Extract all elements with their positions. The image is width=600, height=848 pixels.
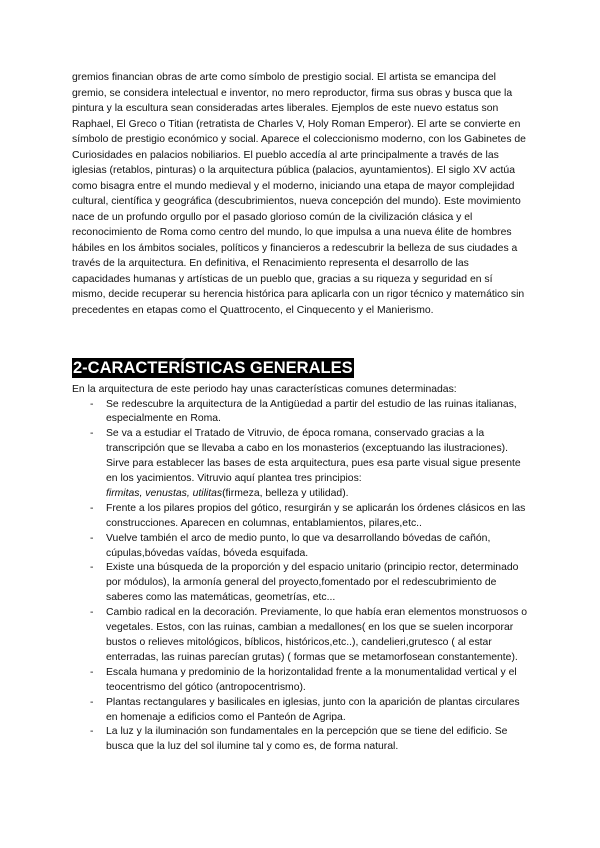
list-item-text: Existe una búsqueda de la proporción y del espacio unitario (principio rector, determinado por módulos), la armonía general del proyecto,fomentado por el redescubrimiento de saberes como las matemáticas, geometrías, etc... [106,562,519,604]
vitruvius-principles-translation: (firmeza, belleza y utilidad). [222,487,349,499]
dash-marker: - [90,696,94,708]
list-item [72,427,528,502]
dash-marker: - [90,398,94,410]
list-item [72,725,528,755]
list-item-text: Escala humana y predominio de la horizontalidad frente a la monumentalidad vertical y el teocentrismo del gótico (antropocentrismo). [106,666,517,693]
dash-marker: - [90,607,94,619]
list-item [72,606,528,666]
dash-marker: - [90,428,94,440]
section-lead: En la arquitectura de este periodo hay unas características comunes determinadas: [72,384,457,395]
characteristics-list [72,398,528,756]
list-item-text: Se redescubre la arquitectura de la Antigüedad a partir del estudio de las ruinas italianas, especialmente en Roma. [106,398,517,425]
list-item-text: La luz y la iluminación son fundamentales en la percepción que se tiene del edificio. Se busca que la luz del sol ilumine tal y como es, de forma natural. [106,726,508,753]
dash-marker: - [90,562,94,574]
list-item-text: Se va a estudiar el Tratado de Vitruvio, de época romana, conservado gracias a la transcripción que se llevaba a cabo en los monasterios (exceptuando las ilustraciones). Sirve para establecer las bases de esta arquitectura, pues esa parte visual sigue presente en los yacimientos. Vitruvio aquí plantea tres principios: [106,428,521,485]
vitruvius-principles: firmitas, venustas, utilitas [106,487,223,499]
list-item [72,502,528,532]
list-item-text: Cambio radical en la decoración. Previamente, lo que había eran elementos monstruosos o vegetales. Estos, con las ruinas, cambian a medallones( en los que se suelen incorporar bustos o relieves mitológicos, bíblicos, históricos,etc..), candelieri,grutesco ( al estar enterradas, las ruinas parecían grutas) ( formas que se metamorfosean constantemente). [106,607,528,663]
dash-marker: - [90,666,94,678]
list-item [72,398,528,428]
section-heading-text: 2-CARACTERÍSTICAS GENERALES [73,359,353,377]
dash-marker: - [90,502,94,514]
dash-marker: - [90,532,94,544]
dash-marker: - [90,726,94,738]
list-item-text: Frente a los pilares propios del gótico, resurgirán y se aplicarán los órdenes clásicos en las construcciones. Aparecen en columnas, entablamientos, pilares,etc.. [106,502,526,529]
list-item [72,532,528,562]
list-item-text: Plantas rectangulares y basilicales en iglesias, junto con la aparición de plantas circulares en homenaje a edificios como el Panteón de Agripa. [106,696,520,723]
list-item [72,666,528,696]
section-heading [72,352,528,380]
list-item-text: Vuelve también el arco de medio punto, lo que va desarrollando bóvedas de cañón, cúpulas,bóvedas vaídas, bóveda esquifada. [106,532,491,559]
intro-paragraph: gremios financian obras de arte como símbolo de prestigio social. El artista se emancipa del gremio, se considera intelectual e inventor, no mero reproductor, firma sus obras y busca que la pintura y la escultura sean consideradas artes liberales. Ejemplos de este nuevo estatus son Raphael, El Greco o Titian (retratista de Charles V, Holy Roman Emperor). El arte se convierte en símbolo de prestigio económico y social. Aparece el coleccionismo moderno, con los Gabinetes de Curiosidades en palacios nobiliarios. El pueblo accedía al arte principalmente a través de las iglesias (retablos, pinturas) o la arquitectura pública (palacios, ayuntamientos). El siglo XV actúa como bisagra entre el mundo medieval y el moderno, iniciando una etapa de mayor complejidad cultural, científica y geográfica (descubrimientos, nueva concepción del mundo). Este movimiento nace de un profundo orgullo por el pasado glorioso común de la civilización clásica y el reconocimiento de Roma como centro del mundo, lo que impulsa a una nueva élite de hombres hábiles en los ámbitos sociales, políticos y financieros a redescubrir la belleza de sus ciudades a través de la arquitectura. En definitiva, el Renacimiento representa el desarrollo de las capacidades humanas y artísticas de un pueblo que, gracias a su riqueza y seguridad en sí mismo, decide recuperar su herencia histórica para aplicarla con un rigor técnico y matemático sin precedentes en etapas como el Quattrocento, el Cinquecento y el Manierismo. [72,72,526,316]
document-page [72,70,528,755]
list-item [72,561,528,606]
list-item [72,696,528,726]
